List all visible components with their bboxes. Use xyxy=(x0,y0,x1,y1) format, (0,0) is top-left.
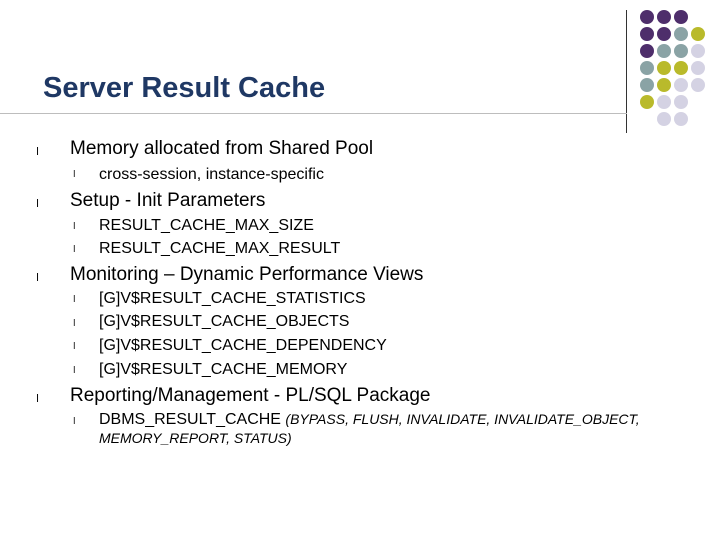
sub-bullet-item: RESULT_CACHE_MAX_SIZE xyxy=(99,217,314,234)
dot-teal xyxy=(640,61,654,75)
sub-bullet-marker: l xyxy=(73,342,76,352)
sub-bullet-marker: l xyxy=(73,417,76,427)
sub-bullet-item: [G]V$RESULT_CACHE_OBJECTS xyxy=(99,313,350,330)
dot-lavender xyxy=(657,95,671,109)
sub-bullet-item: [G]V$RESULT_CACHE_DEPENDENCY xyxy=(99,337,387,354)
dot-olive xyxy=(691,27,705,41)
dot-purple xyxy=(640,10,654,24)
sub-bullet-marker: l xyxy=(73,222,76,232)
dot-lavender xyxy=(691,44,705,58)
package-procedures: (BYPASS, FLUSH, INVALIDATE, INVALIDATE_OBJECT, xyxy=(285,411,640,427)
dot-teal xyxy=(657,44,671,58)
dot-lavender xyxy=(674,95,688,109)
dot-lavender xyxy=(674,112,688,126)
vertical-divider xyxy=(626,10,627,133)
dot-purple xyxy=(640,44,654,58)
dot-teal xyxy=(674,27,688,41)
dot-teal xyxy=(674,44,688,58)
bullet-marker: l xyxy=(36,271,40,284)
bullet-item: Memory allocated from Shared Pool xyxy=(70,138,374,159)
sub-bullet-marker: l xyxy=(73,366,76,376)
slide-title: Server Result Cache xyxy=(43,72,326,104)
sub-bullet-marker: l xyxy=(73,319,76,329)
sub-bullet-marker: l xyxy=(73,295,76,305)
sub-bullet-marker: l xyxy=(73,170,76,180)
sub-bullet-item: [G]V$RESULT_CACHE_STATISTICS xyxy=(99,290,366,307)
dot-purple xyxy=(657,10,671,24)
bullet-item: Monitoring – Dynamic Performance Views xyxy=(70,264,424,285)
bullet-marker: l xyxy=(36,197,40,210)
dot-olive xyxy=(640,95,654,109)
sub-bullet-item: [G]V$RESULT_CACHE_MEMORY xyxy=(99,361,348,378)
sub-bullet-item xyxy=(99,411,640,429)
dot-purple xyxy=(674,10,688,24)
package-name: DBMS_RESULT_CACHE xyxy=(99,411,281,428)
title-underline xyxy=(0,113,627,114)
dot-olive xyxy=(674,61,688,75)
dot-olive xyxy=(657,61,671,75)
package-procedures-continued: MEMORY_REPORT, STATUS) xyxy=(99,430,292,446)
dot-lavender xyxy=(691,78,705,92)
dot-purple xyxy=(640,27,654,41)
bullet-marker: l xyxy=(36,145,40,158)
dot-lavender xyxy=(674,78,688,92)
dot-olive xyxy=(657,78,671,92)
sub-bullet-item: cross-session, instance-specific xyxy=(99,166,324,183)
sub-bullet-marker: l xyxy=(73,245,76,255)
bullet-item: Setup - Init Parameters xyxy=(70,190,266,211)
dot-purple xyxy=(657,27,671,41)
dot-teal xyxy=(640,78,654,92)
bullet-item: Reporting/Management - PL/SQL Package xyxy=(70,385,431,406)
dot-lavender xyxy=(657,112,671,126)
bullet-marker: l xyxy=(36,392,40,405)
dot-lavender xyxy=(691,61,705,75)
sub-bullet-item: RESULT_CACHE_MAX_RESULT xyxy=(99,240,341,257)
